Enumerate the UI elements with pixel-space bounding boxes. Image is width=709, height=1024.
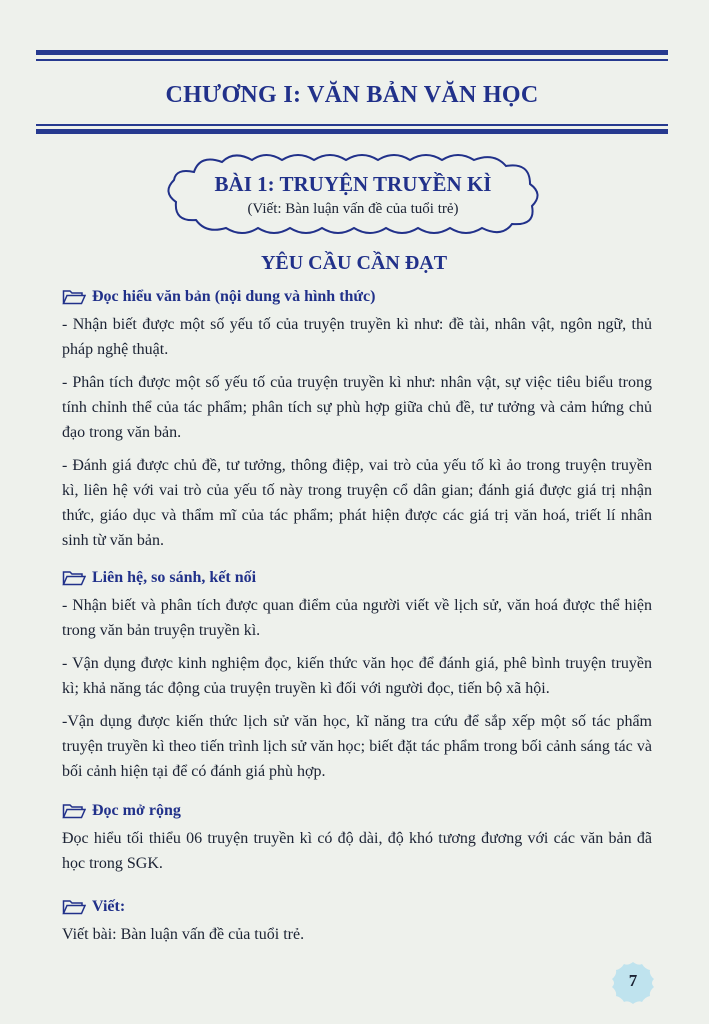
section-heading — [62, 800, 652, 822]
page-number: 7 — [628, 971, 638, 990]
section-heading — [62, 567, 652, 589]
folder-outline-icon — [62, 289, 86, 305]
chapter-title: CHƯƠNG I: VĂN BẢN VĂN HỌC — [165, 82, 539, 108]
requirements-content — [62, 286, 652, 947]
header-rule-bottom — [36, 124, 668, 126]
folder-outline-icon — [62, 570, 86, 586]
section-heading-label: Viết: — [92, 898, 126, 915]
paragraph: - Nhận biết được một số yếu tố của truyện truyền kì như: đề tài, nhân vật, ngôn ngữ, thủ pháp nghệ thuật. — [62, 316, 652, 358]
section-extended-reading — [62, 800, 652, 876]
folder-outline-icon — [62, 899, 86, 915]
section-heading-label: Liên hệ, so sánh, kết nối — [92, 569, 257, 586]
section-reading — [62, 286, 652, 553]
paragraph: -Vận dụng được kiến thức lịch sử văn học, kĩ năng tra cứu để sắp xếp một số tác phẩm truyện truyền kì theo tiến trình lịch sử văn học; biết đặt tác phẩm trong bối cảnh sáng tác và bối cảnh hiện tại để có đánh giá phù hợp. — [62, 713, 652, 780]
lesson-subtitle: (Viết: Bàn luận vấn đề của tuổi trẻ) — [247, 201, 459, 217]
lesson-title: BÀI 1: TRUYỆN TRUYỀN KÌ — [214, 172, 492, 196]
section-writing — [62, 896, 652, 947]
header-band-bottom — [36, 129, 668, 134]
paragraph: - Phân tích được một số yếu tố của truyện truyền kì như: nhân vật, sự việc tiêu biểu trong tính chỉnh thể của tác phẩm; phân tích sự phù hợp giữa chủ đề, tư tưởng và cảm hứng chủ đạo trong văn bản. — [62, 374, 652, 441]
paragraph: - Đánh giá được chủ đề, tư tưởng, thông điệp, vai trò của yếu tố kì ảo trong truyện truyền kì, liên hệ với vai trò của yếu tố này trong truyện cổ dân gian; đánh giá được giá trị nhận thức, giáo dục và thẩm mĩ của tác phẩm; phát hiện được các giá trị văn hoá, triết lí nhân sinh từ văn bản. — [62, 457, 652, 549]
section-heading-label: Đọc mở rộng — [92, 802, 181, 819]
paragraph: - Vận dụng được kinh nghiệm đọc, kiến thức văn học để đánh giá, phê bình truyện truyền kì; khả năng tác động của truyện truyền kì đối với người đọc, tiến bộ xã hội. — [62, 655, 652, 697]
header-rule-top — [36, 59, 668, 61]
section-heading-label: Đọc hiểu văn bản (nội dung và hình thức) — [92, 288, 376, 305]
paragraph: Viết bài: Bàn luận vấn đề của tuổi trẻ. — [62, 926, 305, 943]
paragraph: Đọc hiểu tối thiểu 06 truyện truyền kì có độ dài, độ khó tương đương với các văn bản đã học trong SGK. — [62, 830, 652, 872]
section-heading — [62, 286, 652, 308]
folder-outline-icon — [62, 803, 86, 819]
requirements-title: YÊU CẦU CẦN ĐẠT — [260, 252, 448, 274]
section-connect — [62, 567, 652, 784]
header-band-top — [36, 50, 668, 55]
paragraph: - Nhận biết và phân tích được quan điểm của người viết về lịch sử, văn hoá được thể hiện trong văn bản truyện truyền kì. — [62, 597, 652, 639]
page-number-badge — [610, 960, 656, 1006]
section-heading — [62, 896, 652, 918]
